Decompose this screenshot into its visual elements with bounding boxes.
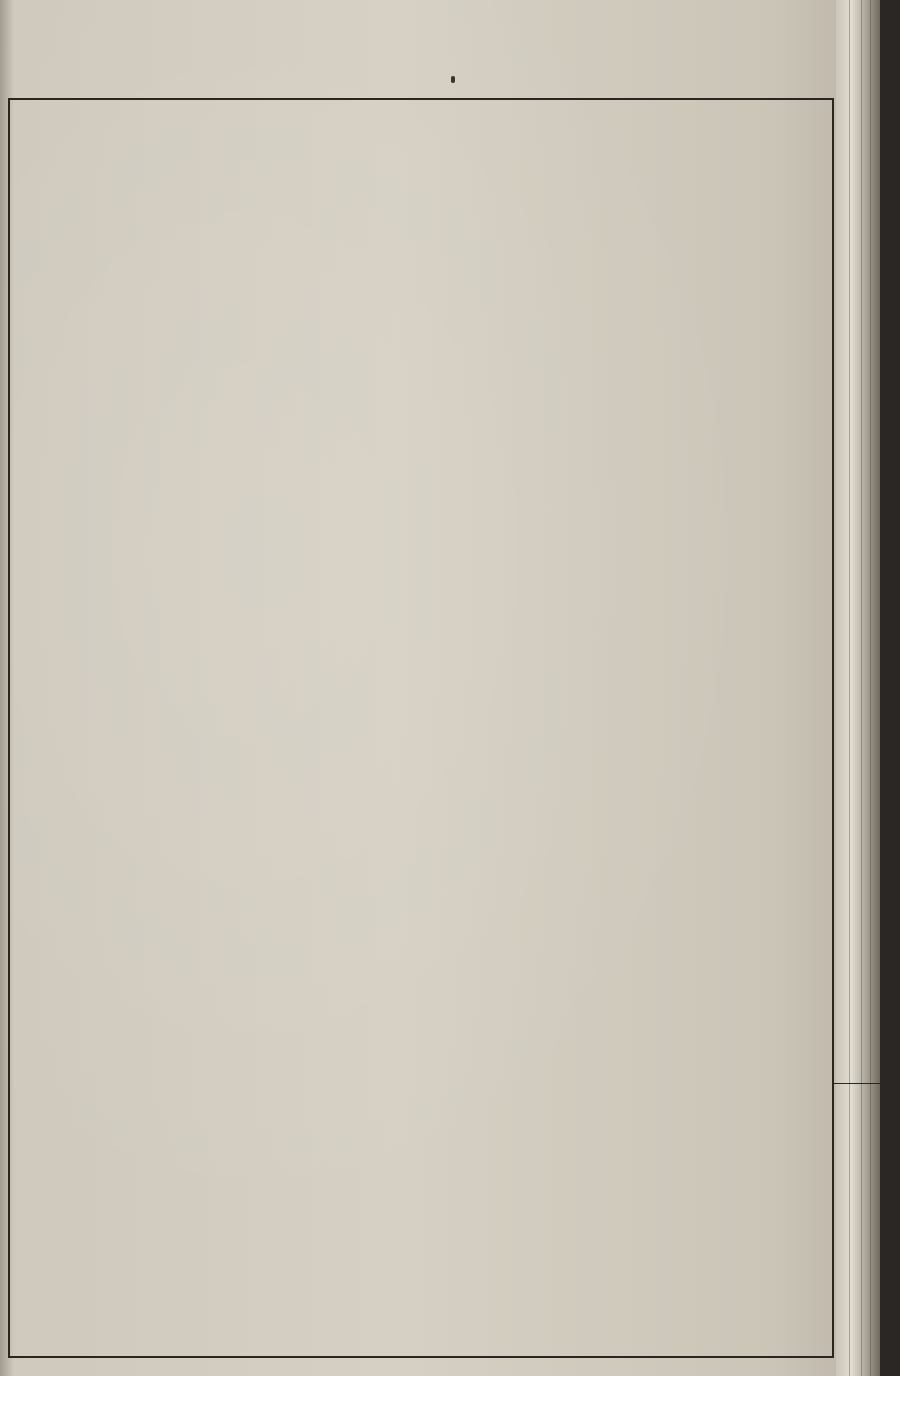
vertical-text-block bbox=[10, 100, 832, 1356]
frame-edge-tick bbox=[834, 1083, 880, 1084]
text-column-14 bbox=[118, 106, 162, 1350]
spine-page-line bbox=[870, 0, 871, 1376]
text-column-16 bbox=[16, 106, 60, 1350]
spine-page-line bbox=[861, 0, 862, 1376]
book-spine-edge bbox=[836, 0, 880, 1376]
collection-caption-bar bbox=[0, 1376, 900, 1416]
text-column-6 bbox=[527, 106, 571, 1350]
text-column-5-heading bbox=[578, 106, 622, 1350]
ink-dot-mark bbox=[451, 76, 455, 83]
text-column-1 bbox=[782, 106, 826, 1350]
text-column-7 bbox=[476, 106, 520, 1350]
text-column-4 bbox=[629, 106, 673, 1350]
text-column-9 bbox=[373, 106, 417, 1350]
text-column-3 bbox=[680, 106, 724, 1350]
text-column-12 bbox=[220, 106, 264, 1350]
text-column-8-heading bbox=[425, 106, 469, 1350]
text-column-13 bbox=[169, 106, 213, 1350]
text-column-11 bbox=[271, 106, 315, 1350]
spine-page-line bbox=[849, 0, 850, 1376]
text-column-15 bbox=[67, 106, 111, 1350]
text-column-2 bbox=[731, 106, 775, 1350]
text-column-10 bbox=[322, 106, 366, 1350]
